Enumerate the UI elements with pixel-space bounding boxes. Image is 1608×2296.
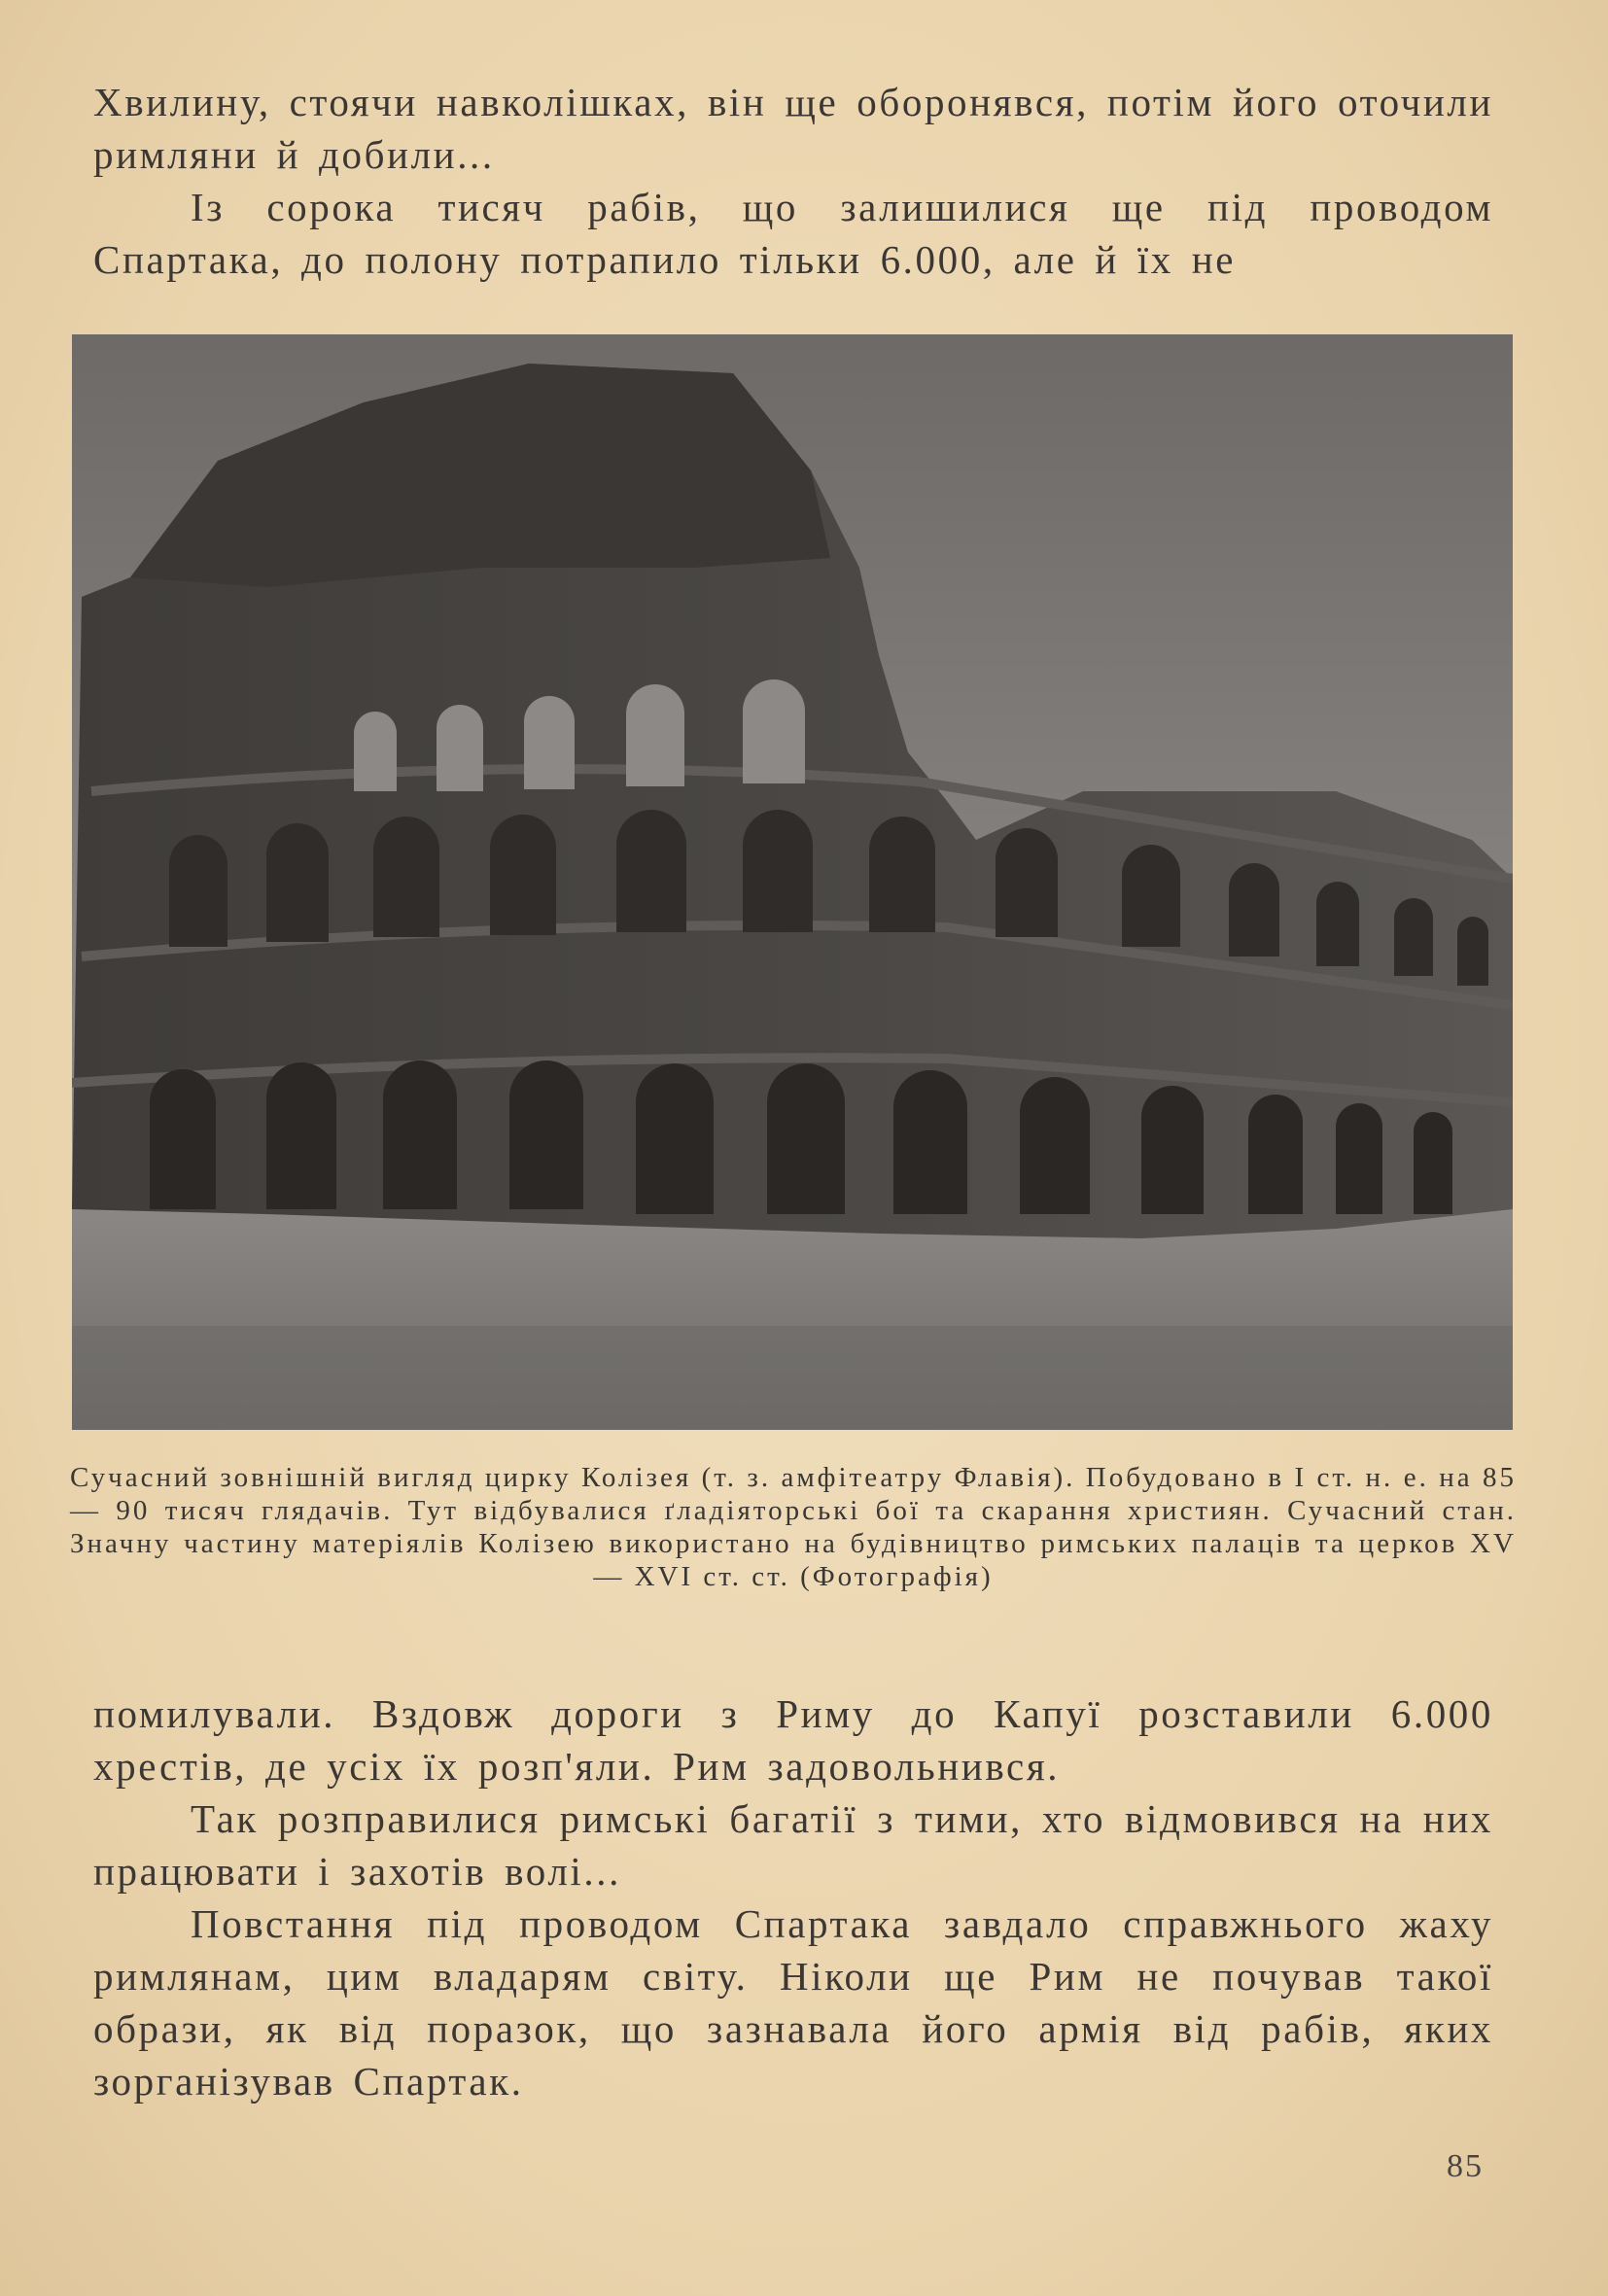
photo-caption: [70, 1461, 1517, 1593]
top-paragraph-1: Хвилину, стоячи навколішках, він ще оборонявся, потім його оточили римляни й добили...: [93, 80, 1493, 177]
top-paragraph-2: Із сорока тисяч рабів, що залишилися ще під проводом Спартака, до полону потрапило тільки 6.000, але й їх не: [93, 185, 1493, 282]
bottom-paragraph-2: Так розправилися римські багатії з тими, хто відмовився на них працювати і захотів волі...: [93, 1796, 1493, 1894]
colosseum-photo: [72, 334, 1513, 1430]
bottom-paragraph-1: помилували. Вздовж дороги з Риму до Капуї розставили 6.000 хрестів, де усіх їх розп'яли. Рим задовольнився.: [93, 1691, 1493, 1789]
top-text-block: [93, 76, 1493, 286]
bottom-paragraph-3: Повстання під проводом Спартака завдало справжнього жаху римлянам, цим владарям світу. Ніколи ще Рим не почував такої образи, як від поразок, що зазнавала його армія від рабів, яких зорганізував Спартак.: [93, 1901, 1493, 2104]
bottom-text-block: [93, 1687, 1493, 2107]
caption-text: Сучасний зовнішній вигляд цирку Колізея (т. з. амфітеатру Флавія). Побудовано в I ст. н. е. на 85 — 90 тисяч глядачів. Тут відбувалися ґладіяторські бої та скарання християн. Сучасний стан. Значну частину матеріялів Колізею використано на будівництво римських палаців та церков XV — XVI ст. ст. (Фотографія): [70, 1462, 1517, 1592]
page-number: 85: [1447, 2148, 1484, 2184]
